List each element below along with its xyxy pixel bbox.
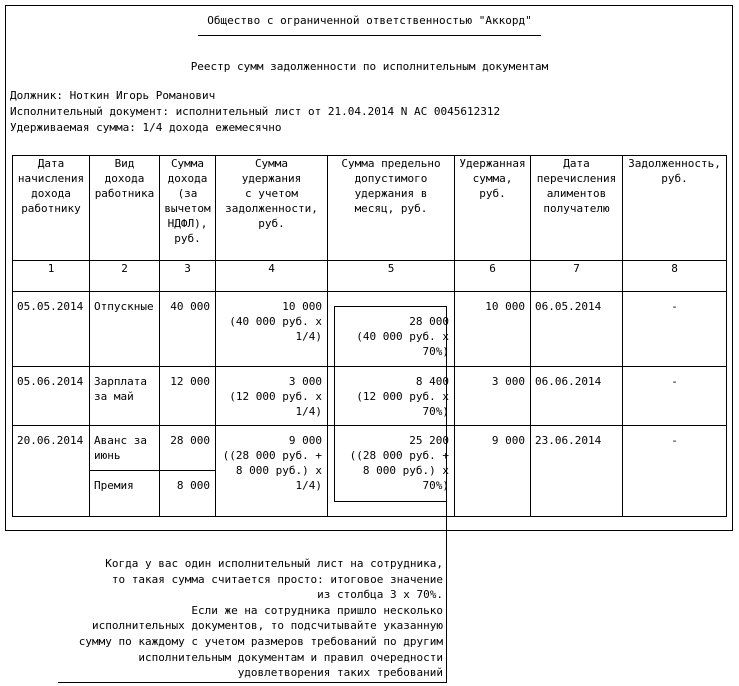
income-date-cell: 20.06.2014 (13, 426, 90, 517)
callout-underline (58, 682, 447, 683)
income-date-cell: 05.05.2014 (13, 292, 90, 367)
column-number: 7 (531, 261, 623, 292)
income-type-cell: Премия (90, 471, 160, 517)
withheld-cell: 3 000 (455, 367, 531, 426)
table-header-row (13, 156, 727, 261)
withheld-cell: 9 000 (455, 426, 531, 517)
deduction-cell: 9 000 ((28 000 руб. + 8 000 руб.) x 1/4) (216, 426, 328, 517)
execution-document-line: Исполнительный документ: исполнительный лист от 21.04.2014 N АС 0045612312 (10, 105, 501, 118)
column-number: 8 (623, 261, 727, 292)
column-number: 6 (455, 261, 531, 292)
column-number: 4 (216, 261, 328, 292)
column-number-row (13, 261, 727, 292)
highlight-box (334, 306, 447, 502)
header-cell: Вид дохода работника (90, 156, 160, 261)
column-number: 2 (90, 261, 160, 292)
header-cell: Удержанная сумма, руб. (455, 156, 531, 261)
max-deduction-cell: 28 000 (40 000 руб. x 70%) (328, 292, 455, 367)
document-title: Реестр сумм задолженности по исполнительным документам (190, 60, 549, 73)
max-deduction-cell: 8 400 (12 000 руб. x 70%) (328, 367, 455, 426)
callout-connector (446, 502, 447, 682)
income-type-cell: Отпускные (90, 292, 160, 367)
deduction-cell: 10 000 (40 000 руб. x 1/4) (216, 292, 328, 367)
withheld-cell: 10 000 (455, 292, 531, 367)
column-number: 3 (160, 261, 216, 292)
organization-underline (198, 35, 541, 36)
transfer-date-cell: 06.05.2014 (531, 292, 623, 367)
deduction-line: Удерживаемая сумма: 1/4 дохода ежемесячно (10, 121, 282, 134)
income-type-cell: Аванс за июнь (90, 426, 160, 471)
income-date-cell: 05.06.2014 (13, 367, 90, 426)
column-number: 5 (328, 261, 455, 292)
header-cell: Дата перечисления алиментов получателю (531, 156, 623, 261)
income-amount-cell: 12 000 (160, 367, 216, 426)
income-amount-cell: 40 000 (160, 292, 216, 367)
column-number: 1 (13, 261, 90, 292)
header-cell: Дата начисления дохода работнику (13, 156, 90, 261)
header-cell: Сумма предельно допустимого удержания в месяц, руб. (328, 156, 455, 261)
debt-cell: - (623, 367, 727, 426)
header-cell: Задолженность, руб. (623, 156, 727, 261)
transfer-date-cell: 06.06.2014 (531, 367, 623, 426)
income-amount-cell: 8 000 (160, 471, 216, 517)
income-amount-cell: 28 000 (160, 426, 216, 471)
header-cell: Сумма дохода (за вычетом НДФЛ), руб. (160, 156, 216, 261)
transfer-date-cell: 23.06.2014 (531, 426, 623, 517)
organization-name: Общество с ограниченной ответственностью "Аккорд" (207, 14, 532, 27)
callout-note: Когда у вас один исполнительный лист на сотрудника, то такая сумма считается просто: итоговое значение из столбца 3 x 70%. Если же на сотрудника пришло несколько исполнительных документов, то подсчитывайте указанную сумму по каждому с учетом размеров требований по другим исполнительным документам и правил очередности удовлетворения таких требований (78, 557, 443, 680)
debt-cell: - (623, 426, 727, 517)
deduction-cell: 3 000 (12 000 руб. x 1/4) (216, 367, 328, 426)
max-deduction-cell: 25 200 ((28 000 руб. + 8 000 руб.) x 70%) (328, 426, 455, 517)
income-type-cell: Зарплата за май (90, 367, 160, 426)
debt-cell: - (623, 292, 727, 367)
header-cell: Сумма удержания с учетом задолженности, руб. (216, 156, 328, 261)
debtor-line: Должник: Ноткин Игорь Романович (10, 89, 216, 102)
